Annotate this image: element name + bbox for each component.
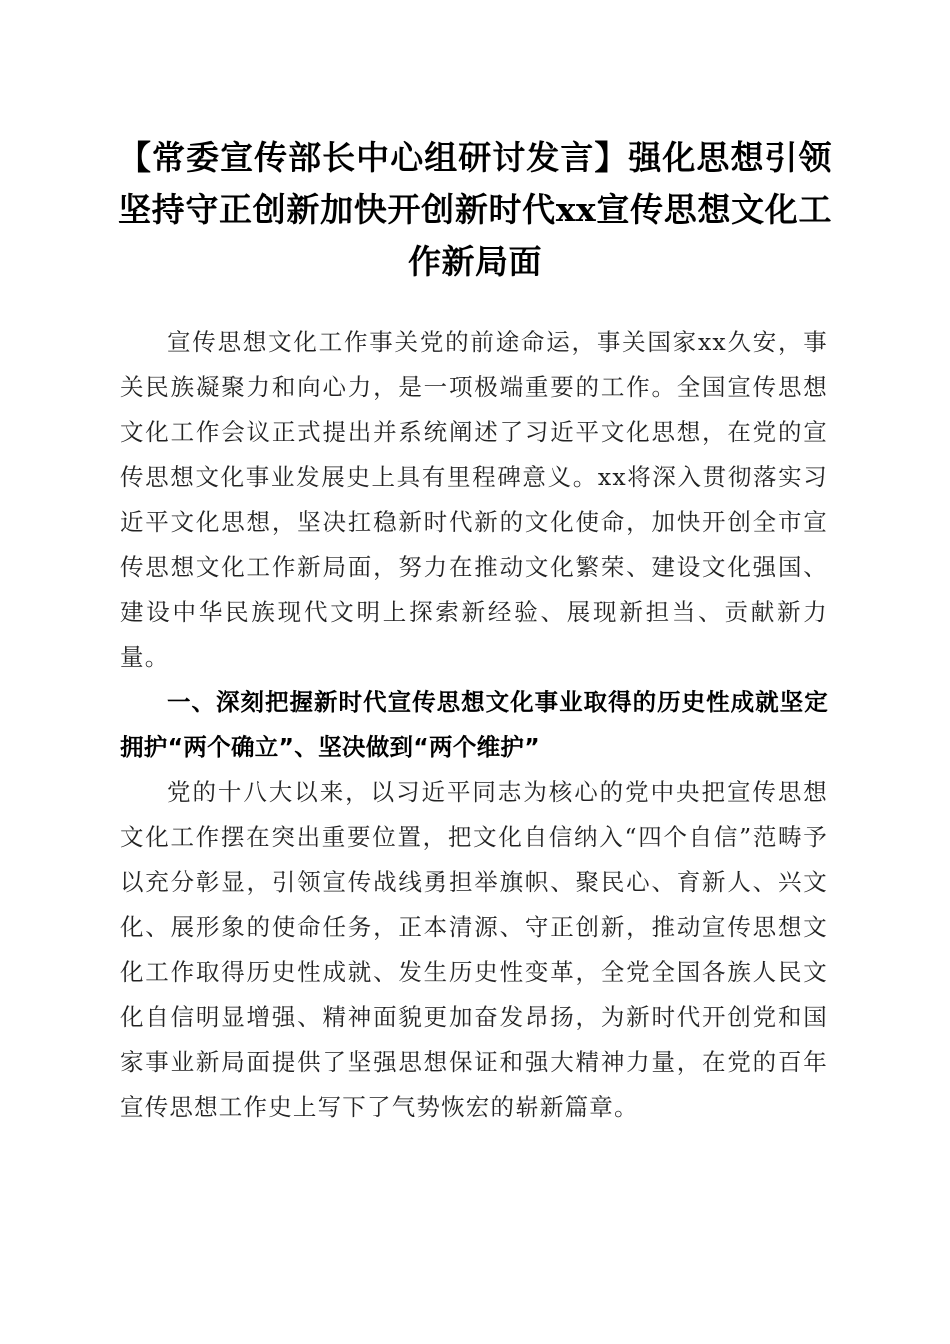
- section-heading: 一、深刻把握新时代宣传思想文化事业取得的历史性成就坚定拥护“两个确立”、坚决做到“两个维护”: [120, 688, 828, 761]
- document-title: 【常委宣传部长中心组研讨发言】强化思想引领坚持守正创新加快开创新时代xx宣传思想文化工作新局面: [118, 138, 832, 281]
- intro-paragraph: 宣传思想文化工作事关党的前途命运，事关国家xx久安，事关民族凝聚力和向心力，是一项极端重要的工作。全国宣传思想文化工作会议正式提出并系统阐述了习近平文化思想，在党的宣传思想文化事业发展史上具有里程碑意义。xx将深入贯彻落实习近平文化思想，坚决扛稳新时代新的文化使命，加快开创全市宣传思想文化工作新局面，努力在推动文化繁荣、建设文化强国、建设中华民族现代文明上探索新经验、展现新担当、贡献新力量。: [120, 328, 828, 671]
- document-body: [120, 320, 828, 1130]
- section-paragraph: 党的十八大以来，以习近平同志为核心的党中央把宣传思想文化工作摆在突出重要位置，把文化自信纳入“四个自信”范畴予以充分彰显，引领宣传战线勇担举旗帜、聚民心、育新人、兴文化、展形象的使命任务，正本清源、守正创新，推动宣传思想文化工作取得历史性成就、发生历史性变革，全党全国各族人民文化自信明显增强、精神面貌更加奋发昂扬，为新时代开创党和国家事业新局面提供了坚强思想保证和强大精神力量，在党的百年宣传思想工作史上写下了气势恢宏的崭新篇章。: [120, 778, 828, 1121]
